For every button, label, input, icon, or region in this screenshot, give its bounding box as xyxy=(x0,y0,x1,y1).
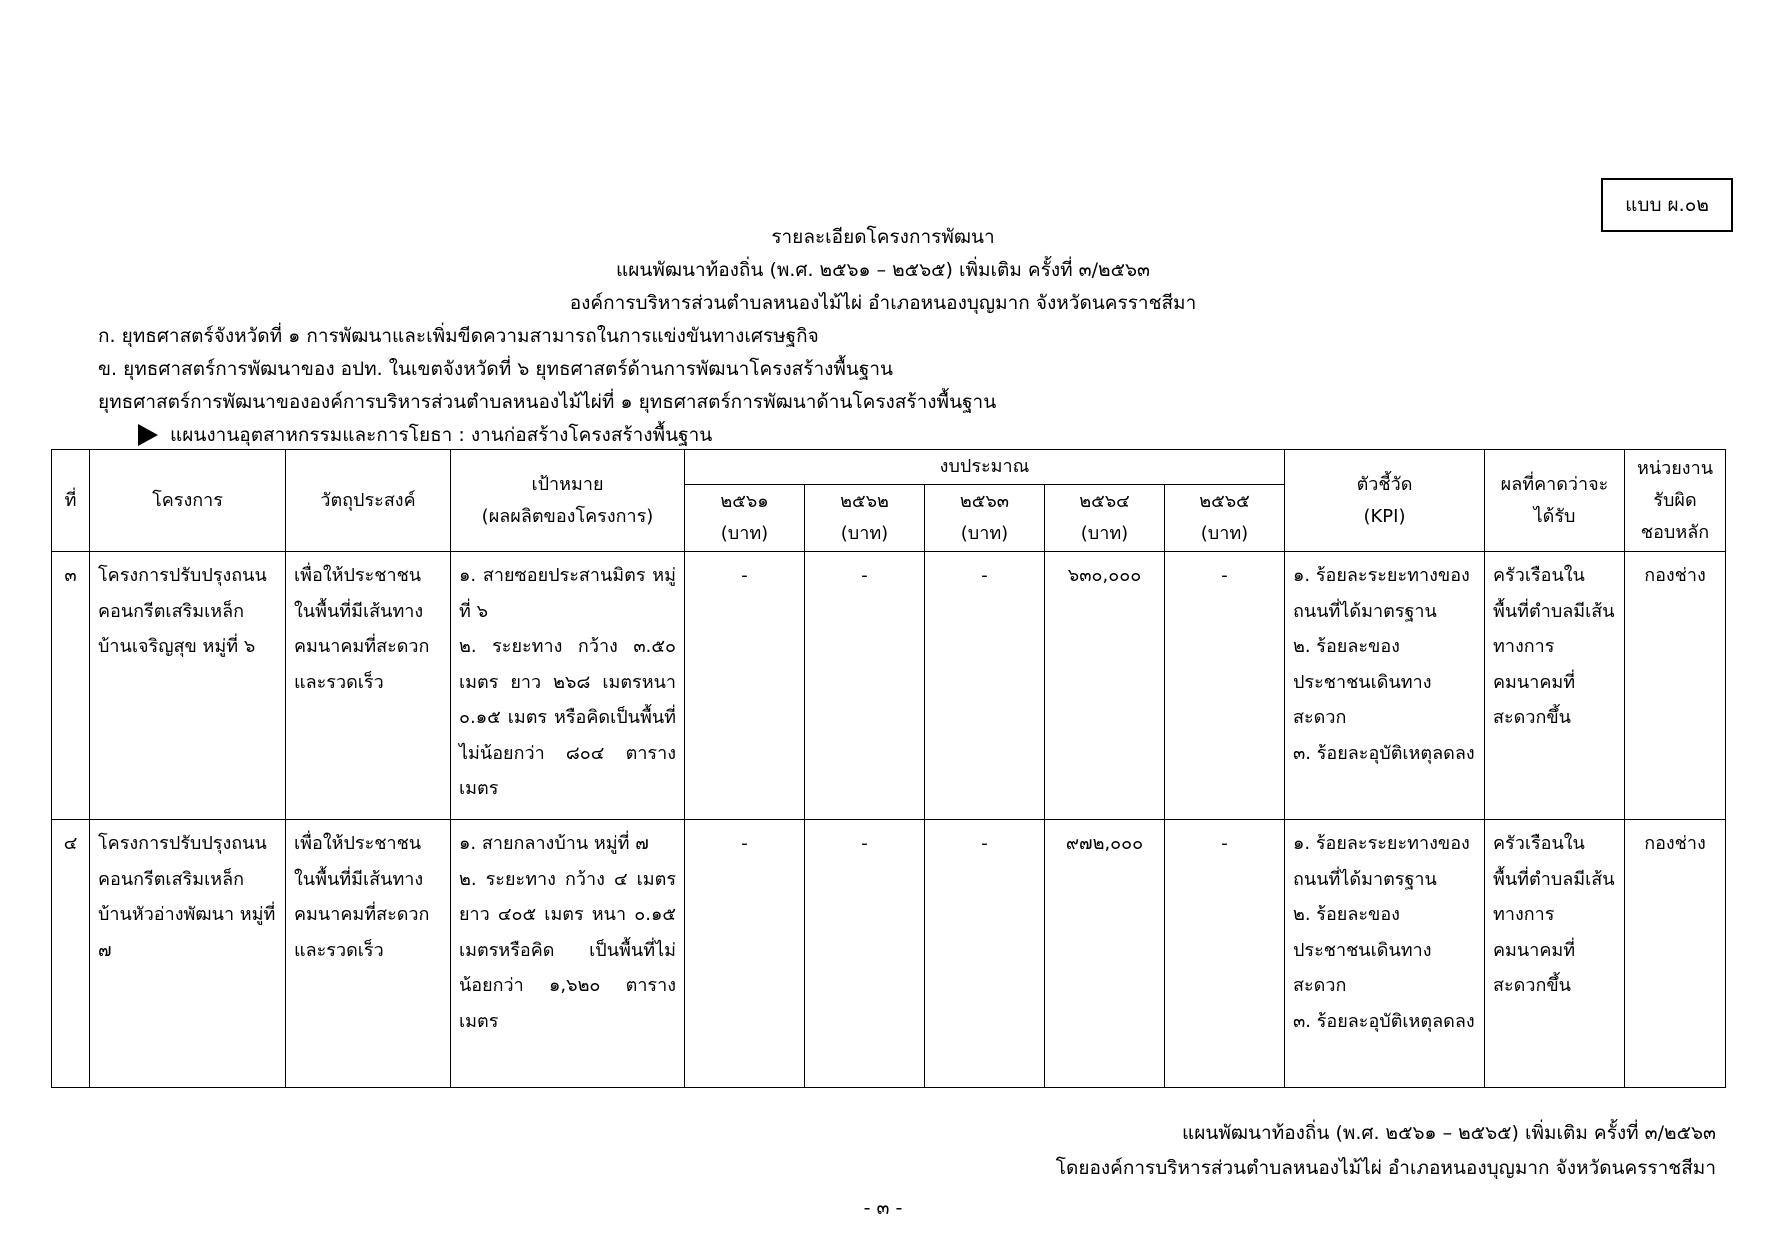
row-expected-result: ครัวเรือนในพื้นที่ตำบลมีเส้นทางการคมนาคมที่สะดวกขึ้น xyxy=(1485,820,1625,1088)
table-row xyxy=(52,552,1726,820)
row-budget: - xyxy=(925,552,1045,820)
row-budget: - xyxy=(685,820,805,1088)
year-unit: (บาท) xyxy=(1080,523,1129,544)
header-year xyxy=(925,485,1045,552)
year-label: ๒๕๖๒ xyxy=(840,491,889,512)
row-no: ๓ xyxy=(52,552,90,820)
year-unit: (บาท) xyxy=(720,523,769,544)
row-kpi xyxy=(1285,552,1485,820)
row-expected-result: ครัวเรือนในพื้นที่ตำบลมีเส้นทางการคมนาคมที่สะดวกขึ้น xyxy=(1485,552,1625,820)
year-unit: (บาท) xyxy=(960,523,1009,544)
year-unit: (บาท) xyxy=(840,523,889,544)
row-no: ๔ xyxy=(52,820,90,1088)
header-budget: งบประมาณ xyxy=(685,450,1285,485)
row-budget: - xyxy=(685,552,805,820)
row-objective: เพื่อให้ประชาชนในพื้นที่มีเส้นทางคมนาคมที่สะดวกและรวดเร็ว xyxy=(286,820,451,1088)
row-budget: - xyxy=(805,552,925,820)
footer-plan: แผนพัฒนาท้องถิ่น (พ.ศ. ๒๕๖๑ – ๒๕๖๕) เพิ่มเติม ครั้งที่ ๓/๒๕๖๓ xyxy=(1181,1122,1716,1144)
form-code: แบบ ผ.๐๒ xyxy=(1625,194,1709,216)
target-item: ๒. ระยะทาง กว้าง ๓.๕๐ เมตร ยาว ๒๖๘ เมตรหนา ๐.๑๕ เมตร หรือคิดเป็นพื้นที่ไม่น้อยกว่า ๘๐๔ ตารางเมตร xyxy=(459,636,676,799)
kpi-item: ๑. ร้อยละระยะทางของถนนที่ได้มาตรฐาน xyxy=(1293,565,1470,622)
header-objective: วัตถุประสงค์ xyxy=(286,450,451,552)
row-budget: ๙๗๒,๐๐๐ xyxy=(1045,820,1165,1088)
row-budget: ๖๓๐,๐๐๐ xyxy=(1045,552,1165,820)
header-year xyxy=(685,485,805,552)
kpi-item: ๑. ร้อยละระยะทางของถนนที่ได้มาตรฐาน xyxy=(1293,833,1470,890)
year-label: ๒๕๖๑ xyxy=(720,491,769,512)
row-objective: เพื่อให้ประชาชนในพื้นที่มีเส้นทางคมนาคมที่สะดวกและรวดเร็ว xyxy=(286,552,451,820)
row-budget: - xyxy=(805,820,925,1088)
row-responsible-unit: กองช่าง xyxy=(1625,552,1726,820)
header-project: โครงการ xyxy=(90,450,286,552)
header-no: ที่ xyxy=(52,450,90,552)
kpi-item: ๒. ร้อยละของประชาชนเดินทางสะดวก xyxy=(1293,904,1432,996)
table-header-row xyxy=(52,450,1726,485)
header-kpi xyxy=(1285,450,1485,552)
document-title: รายละเอียดโครงการพัฒนา xyxy=(771,226,995,248)
target-item: ๑. สายกลางบ้าน หมู่ที่ ๗ xyxy=(459,833,649,854)
row-project: โครงการปรับปรุงถนนคอนกรีตเสริมเหล็กบ้านเจริญสุข หมู่ที่ ๖ xyxy=(90,552,286,820)
header-responsible-unit xyxy=(1625,450,1726,552)
kpi-item: ๓. ร้อยละอุบัติเหตุลดลง xyxy=(1293,1010,1475,1032)
footer-organization: โดยองค์การบริหารส่วนตำบลหนองไม้ไผ่ อำเภอหนองบุญมาก จังหวัดนครราชสีมา xyxy=(1055,1157,1716,1179)
strategy-local-gov: ข. ยุทธศาสตร์การพัฒนาของ อปท. ในเขตจังหวัดที่ ๖ ยุทธศาสตร์ด้านการพัฒนาโครงสร้างพื้นฐาน xyxy=(98,358,894,380)
row-kpi xyxy=(1285,820,1485,1088)
year-label: ๒๕๖๔ xyxy=(1079,491,1130,512)
header-year xyxy=(1165,485,1285,552)
kpi-item: ๓. ร้อยละอุบัติเหตุลดลง xyxy=(1293,742,1475,764)
year-label: ๒๕๖๕ xyxy=(1199,491,1250,512)
strategy-organization: ยุทธศาสตร์การพัฒนาขององค์การบริหารส่วนตำบลหนองไม้ไผ่ที่ ๑ ยุทธศาสตร์การพัฒนาด้านโครงสร้างพื้นฐาน xyxy=(98,391,997,413)
row-responsible-unit: กองช่าง xyxy=(1625,820,1726,1088)
row-target xyxy=(451,820,685,1088)
header-target xyxy=(451,450,685,552)
plan-program xyxy=(138,420,712,450)
row-budget: - xyxy=(925,820,1045,1088)
year-unit: (บาท) xyxy=(1200,523,1249,544)
row-budget: - xyxy=(1165,820,1285,1088)
header-expected-result xyxy=(1485,450,1625,552)
header-target-line2: (ผลผลิตของโครงการ) xyxy=(481,505,654,527)
header-result-line1: ผลที่คาดว่าจะ xyxy=(1500,473,1609,495)
header-target-line1: เป้าหมาย xyxy=(531,473,604,495)
header-kpi-line1: ตัวชี้วัด xyxy=(1356,473,1413,495)
plan-program-label: แผนงานอุตสาหกรรมและการโยธา : งานก่อสร้างโครงสร้างพื้นฐาน xyxy=(170,424,713,446)
header-kpi-line2: (KPI) xyxy=(1363,505,1406,527)
strategy-province: ก. ยุทธศาสตร์จังหวัดที่ ๑ การพัฒนาและเพิ่มขีดความสามารถในการแข่งขันทางเศรษฐกิจ xyxy=(98,325,819,347)
page-number: - ๓ - xyxy=(863,1197,903,1219)
row-target xyxy=(451,552,685,820)
header-year xyxy=(805,485,925,552)
organization-title: องค์การบริหารส่วนตำบลหนองไม้ไผ่ อำเภอหนองบุญมาก จังหวัดนครราชสีมา xyxy=(569,292,1197,314)
header-result-line2: ได้รับ xyxy=(1533,505,1576,527)
target-item: ๒. ระยะทาง กว้าง ๔ เมตร ยาว ๔๐๕ เมตร หนา ๐.๑๕ เมตรหรือคิด เป็นพื้นที่ไม่น้อยกว่า ๑,๖๒๐ ตารางเมตร xyxy=(459,868,676,1032)
project-table xyxy=(51,449,1726,1088)
arrow-bullet-icon xyxy=(138,424,158,446)
header-year xyxy=(1045,485,1165,552)
target-item: ๑. สายซอยประสานมิตร หมู่ที่ ๖ xyxy=(459,565,676,622)
row-budget: - xyxy=(1165,552,1285,820)
header-unit-line2: รับผิด xyxy=(1653,489,1697,511)
row-project: โครงการปรับปรุงถนนคอนกรีตเสริมเหล็กบ้านหัวอ่างพัฒนา หมู่ที่ ๗ xyxy=(90,820,286,1088)
header-unit-line1: หน่วยงาน xyxy=(1636,457,1714,479)
header-unit-line3: ชอบหลัก xyxy=(1640,521,1710,543)
plan-title: แผนพัฒนาท้องถิ่น (พ.ศ. ๒๕๖๑ – ๒๕๖๕) เพิ่มเติม ครั้งที่ ๓/๒๕๖๓ xyxy=(615,259,1150,281)
kpi-item: ๒. ร้อยละของประชาชนเดินทางสะดวก xyxy=(1293,636,1432,728)
year-label: ๒๕๖๓ xyxy=(959,491,1010,512)
table-row xyxy=(52,820,1726,1088)
